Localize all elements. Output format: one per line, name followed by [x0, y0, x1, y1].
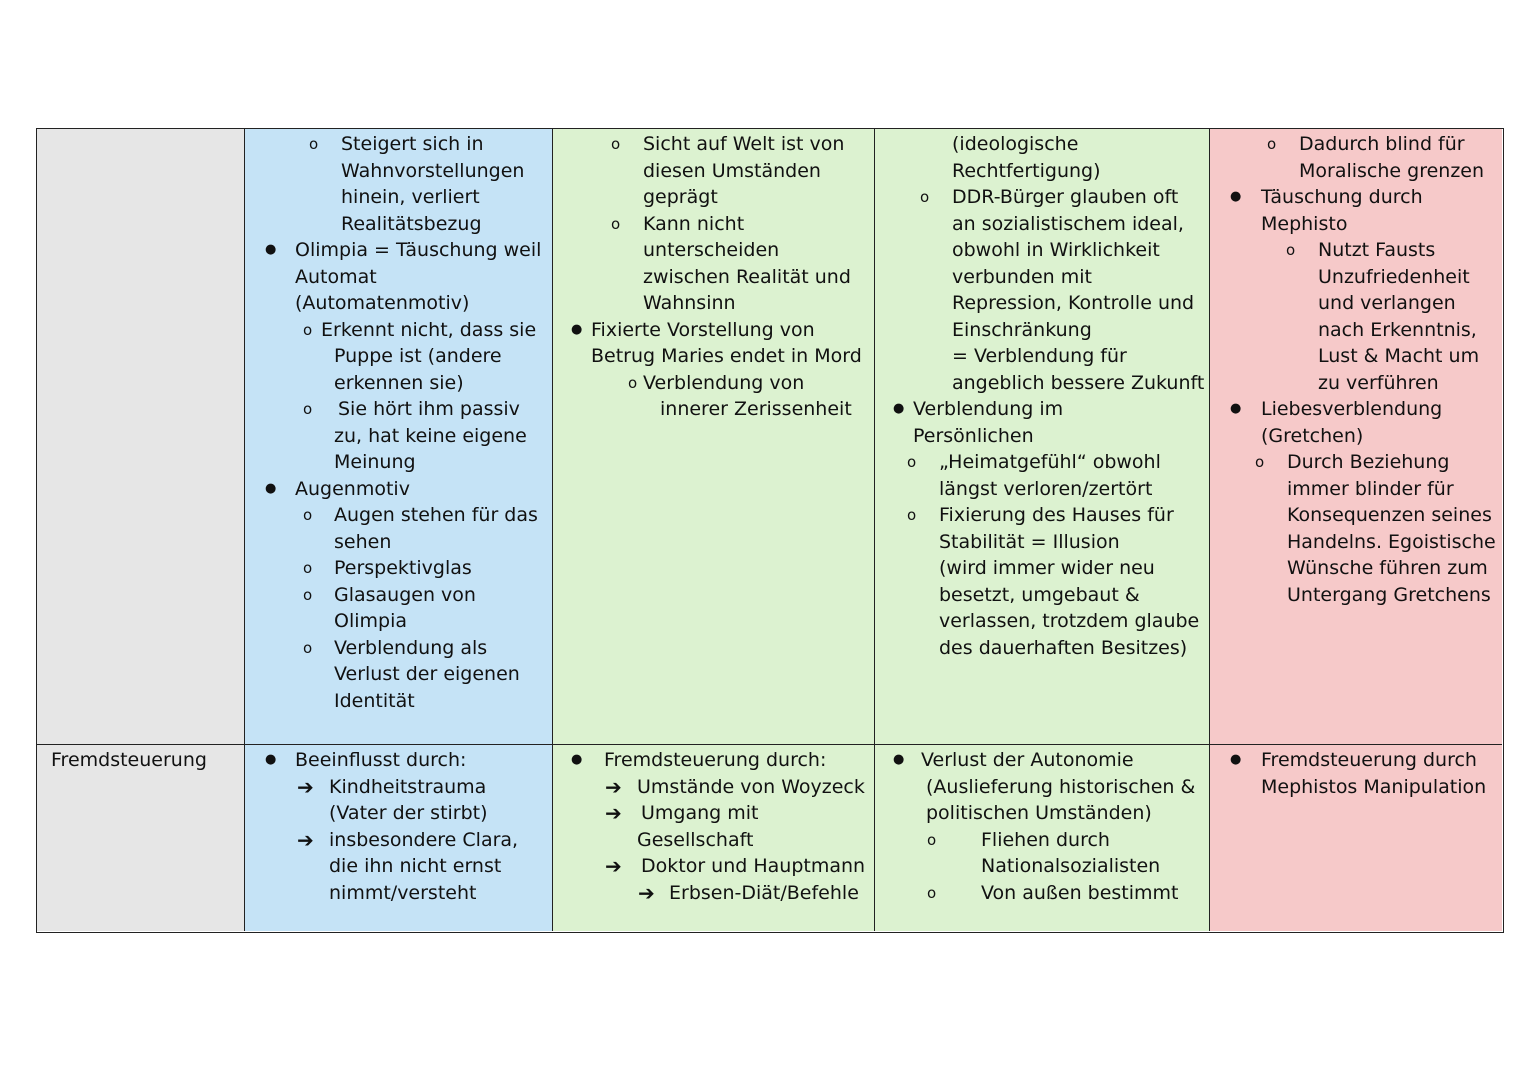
- list-line: [553, 264, 874, 291]
- list-text: an sozialistischem ideal,: [952, 212, 1184, 235]
- list-text: Persönlichen: [913, 424, 1034, 447]
- list-text: besetzt, umgebaut &: [939, 583, 1140, 606]
- arrow-right-icon: ➔: [297, 774, 314, 799]
- list-text: Doktor und Hauptmann: [641, 855, 866, 877]
- list-line: [875, 290, 1209, 317]
- bullet-icon: ●: [1230, 752, 1242, 767]
- list-line: [1210, 184, 1502, 211]
- list-line: [1210, 158, 1502, 185]
- row1-label-cell: [37, 129, 245, 744]
- circle-bullet-icon: o: [309, 135, 319, 153]
- list-text: Lust & Macht um: [1318, 345, 1480, 367]
- list-line: [245, 211, 552, 238]
- list-line: [245, 184, 552, 211]
- list-text: Steigert sich in: [341, 133, 484, 155]
- list-line: [553, 343, 874, 370]
- list-line: [875, 853, 1209, 880]
- bullet-icon: ●: [265, 480, 277, 496]
- list-line: [875, 370, 1209, 397]
- list-line: [1210, 237, 1502, 264]
- list-line: [875, 747, 1209, 774]
- list-text: verlassen, trotzdem glaube: [939, 610, 1200, 632]
- list-line: [875, 582, 1209, 609]
- list-text: Mephisto: [1261, 212, 1348, 235]
- row2-col-pink: [1210, 744, 1502, 931]
- arrow-right-icon: ➔: [638, 880, 655, 905]
- list-line: [875, 449, 1209, 476]
- list-line: [875, 502, 1209, 529]
- circle-bullet-icon: o: [907, 453, 917, 471]
- list-text: und verlangen: [1318, 292, 1456, 314]
- list-text: Sicht auf Welt ist von: [643, 133, 845, 155]
- list-line: [245, 290, 552, 317]
- list-line: [553, 880, 874, 907]
- row1-col-green-2: [875, 129, 1210, 744]
- list-text: verbunden mit: [952, 265, 1092, 288]
- list-line: [875, 555, 1209, 582]
- list-text: Täuschung durch: [1261, 186, 1423, 208]
- row2-label-cell: [37, 744, 245, 931]
- list-text: Verblendung von: [643, 371, 805, 394]
- list-text: Einschränkung: [952, 318, 1092, 341]
- bullet-icon: ●: [1230, 189, 1242, 204]
- circle-bullet-icon: o: [303, 400, 313, 418]
- list-text: (wird immer wider neu: [939, 557, 1155, 579]
- list-text: Wünsche führen zum: [1287, 557, 1488, 579]
- circle-bullet-icon: o: [927, 883, 937, 902]
- list-text: längst verloren/zertört: [939, 477, 1153, 500]
- list-line: [245, 880, 552, 907]
- list-line: [875, 237, 1209, 264]
- bullet-icon: ●: [571, 752, 583, 767]
- list-line: [1210, 317, 1502, 344]
- list-text: Fremdsteuerung durch: [1261, 749, 1477, 771]
- list-text: Automat: [295, 265, 377, 288]
- bullet-icon: ●: [571, 321, 583, 337]
- list-line: [875, 800, 1209, 827]
- list-text: Identität: [334, 689, 415, 712]
- list-line: [875, 827, 1209, 854]
- list-text: Liebesverblendung: [1261, 398, 1443, 420]
- list-text: geprägt: [643, 186, 718, 208]
- list-text: zu, hat keine eigene: [334, 424, 527, 447]
- list-text: Fixierung des Hauses für: [939, 504, 1174, 526]
- list-text: Betrug Maries endet in Mord: [591, 345, 862, 367]
- list-line: [875, 529, 1209, 556]
- circle-bullet-icon: o: [303, 506, 313, 524]
- list-line: [875, 396, 1209, 423]
- list-line: [245, 449, 552, 476]
- list-line: [553, 317, 874, 344]
- list-text: Kann nicht: [643, 212, 745, 235]
- circle-bullet-icon: o: [303, 638, 313, 657]
- list-line: [875, 880, 1209, 907]
- list-text: Unzufriedenheit: [1318, 265, 1470, 288]
- list-line: [245, 423, 552, 450]
- list-text: Verblendung im: [913, 398, 1064, 420]
- list-text: diesen Umständen: [643, 159, 821, 182]
- list-text: Wahnsinn: [643, 292, 736, 314]
- list-text: Handelns. Egoistische: [1287, 530, 1496, 553]
- list-line: [245, 853, 552, 880]
- list-line: [553, 158, 874, 185]
- list-text: Augen stehen für das: [334, 504, 538, 526]
- list-text: zu verführen: [1318, 371, 1439, 394]
- list-line: [245, 529, 552, 556]
- list-line: [1210, 449, 1502, 476]
- list-line: [1210, 529, 1502, 556]
- list-text: Konsequenzen seines: [1287, 504, 1492, 526]
- list-text: sehen: [334, 530, 392, 553]
- list-text: Umgang mit: [641, 802, 759, 824]
- list-text: Realitätsbezug: [341, 212, 482, 235]
- arrow-right-icon: ➔: [605, 854, 622, 878]
- list-text: Verlust der Autonomie: [921, 749, 1134, 771]
- row2-col-blue: [245, 744, 553, 931]
- list-line: [1210, 264, 1502, 291]
- list-line: [553, 747, 874, 774]
- list-text: Verblendung als: [334, 636, 488, 659]
- circle-bullet-icon: o: [920, 188, 930, 206]
- list-line: [875, 184, 1209, 211]
- list-line: [553, 800, 874, 827]
- arrow-right-icon: ➔: [297, 827, 314, 852]
- list-text: Dadurch blind für: [1299, 133, 1465, 155]
- arrow-right-icon: ➔: [605, 801, 622, 825]
- list-line: [245, 370, 552, 397]
- row1-col-green-1: [553, 129, 875, 744]
- list-text: Untergang Gretchens: [1287, 583, 1491, 606]
- list-line: [553, 237, 874, 264]
- list-line: [1210, 423, 1502, 450]
- list-text: zwischen Realität und: [643, 265, 851, 288]
- list-text: Stabilität = Illusion: [939, 530, 1120, 553]
- list-text: Durch Beziehung: [1287, 451, 1450, 473]
- list-line: [245, 502, 552, 529]
- list-text: Verlust der eigenen: [334, 663, 520, 685]
- list-text: Olimpia = Täuschung weil: [295, 239, 542, 261]
- list-text: „Heimatgefühl“ obwohl: [939, 451, 1161, 473]
- list-text: Erbsen-Diät/Befehle: [669, 881, 859, 904]
- row1-col-blue: [245, 129, 553, 744]
- circle-bullet-icon: o: [1286, 241, 1296, 259]
- list-line: [553, 853, 874, 880]
- list-line: [553, 211, 874, 238]
- list-line: [245, 158, 552, 185]
- list-line: [1210, 343, 1502, 370]
- circle-bullet-icon: o: [303, 585, 313, 604]
- list-text: obwohl in Wirklichkeit: [952, 239, 1160, 261]
- circle-bullet-icon: o: [1267, 135, 1277, 153]
- list-text: Wahnvorstellungen: [341, 159, 525, 182]
- list-text: (ideologische: [952, 133, 1079, 155]
- list-text: Perspektivglas: [334, 557, 472, 579]
- bullet-icon: ●: [893, 752, 905, 767]
- list-line: [245, 635, 552, 662]
- circle-bullet-icon: o: [628, 373, 638, 392]
- list-line: [875, 423, 1209, 450]
- list-line: [245, 555, 552, 582]
- list-line: [875, 264, 1209, 291]
- list-line: [1210, 476, 1502, 503]
- list-text: Beeinflusst durch:: [295, 749, 467, 771]
- list-line: [875, 158, 1209, 185]
- circle-bullet-icon: o: [1255, 453, 1265, 471]
- list-text: erkennen sie): [334, 371, 464, 394]
- list-line: [1210, 774, 1502, 801]
- list-line: [245, 827, 552, 854]
- list-line: [245, 476, 552, 503]
- list-text: Umstände von Woyzeck: [637, 775, 865, 798]
- list-text: Gesellschaft: [637, 828, 754, 851]
- list-text: (Auslieferung historischen &: [926, 775, 1196, 798]
- list-line: [553, 827, 874, 854]
- list-line: [245, 747, 552, 774]
- list-line: [245, 131, 552, 158]
- list-line: [1210, 747, 1502, 774]
- list-text: Glasaugen von: [334, 583, 476, 606]
- list-line: [875, 317, 1209, 344]
- list-text: Meinung: [334, 451, 416, 473]
- circle-bullet-icon: o: [927, 830, 937, 849]
- arrow-right-icon: ➔: [605, 774, 622, 799]
- row2-label: Fremdsteuerung: [51, 749, 207, 771]
- list-line: [1210, 396, 1502, 423]
- list-text: Von außen bestimmt: [981, 881, 1179, 904]
- list-line: [875, 476, 1209, 503]
- list-text: Augenmotiv: [295, 477, 410, 500]
- list-line: [553, 131, 874, 158]
- list-text: des dauerhaften Besitzes): [939, 636, 1188, 659]
- list-text: Fixierte Vorstellung von: [591, 318, 815, 341]
- row1-col-pink: [1210, 129, 1502, 744]
- list-line: [553, 774, 874, 801]
- list-text: unterscheiden: [643, 239, 780, 261]
- list-line: [553, 370, 874, 397]
- list-text: Nationalsozialisten: [981, 855, 1161, 877]
- list-line: [245, 688, 552, 715]
- list-line: [553, 290, 874, 317]
- list-text: insbesondere Clara,: [329, 828, 519, 851]
- list-text: angeblich bessere Zukunft: [952, 371, 1205, 394]
- list-text: Puppe ist (andere: [334, 345, 502, 367]
- list-line: [1210, 555, 1502, 582]
- list-text: Kindheitstrauma: [329, 775, 487, 798]
- list-line: [1210, 582, 1502, 609]
- circle-bullet-icon: o: [907, 506, 917, 524]
- list-line: [245, 774, 552, 801]
- list-text: nach Erkenntnis,: [1318, 318, 1477, 341]
- list-line: [875, 131, 1209, 158]
- list-line: [1210, 131, 1502, 158]
- list-text: Fliehen durch: [981, 828, 1110, 851]
- list-text: Fremdsteuerung durch:: [604, 749, 827, 771]
- comparison-table: [36, 128, 1504, 933]
- circle-bullet-icon: o: [303, 320, 313, 339]
- list-line: [245, 608, 552, 635]
- list-line: [875, 608, 1209, 635]
- list-text: hinein, verliert: [341, 186, 480, 208]
- list-text: Sie hört ihm passiv: [338, 398, 520, 420]
- list-line: [1210, 290, 1502, 317]
- circle-bullet-icon: o: [303, 559, 313, 577]
- list-line: [553, 184, 874, 211]
- list-line: [875, 774, 1209, 801]
- list-text: Mephistos Manipulation: [1261, 775, 1487, 798]
- list-line: [245, 343, 552, 370]
- circle-bullet-icon: o: [611, 214, 621, 233]
- list-text: Moralische grenzen: [1299, 159, 1485, 182]
- bullet-icon: ●: [265, 752, 277, 767]
- list-line: [875, 635, 1209, 662]
- list-line: [245, 661, 552, 688]
- list-text: Erkennt nicht, dass sie: [321, 318, 537, 341]
- list-line: [875, 343, 1209, 370]
- list-text: = Verblendung für: [952, 345, 1127, 367]
- bullet-icon: ●: [265, 242, 277, 257]
- bullet-icon: ●: [1230, 401, 1242, 416]
- list-text: (Gretchen): [1261, 424, 1364, 447]
- list-line: [245, 237, 552, 264]
- list-text: DDR-Bürger glauben oft: [952, 186, 1179, 208]
- row2-col-green-2: [875, 744, 1210, 931]
- list-text: Repression, Kontrolle und: [952, 292, 1195, 314]
- list-text: die ihn nicht ernst: [329, 855, 502, 877]
- list-text: politischen Umständen): [926, 802, 1152, 824]
- list-text: Olimpia: [334, 610, 408, 632]
- list-line: [245, 264, 552, 291]
- list-text: nimmt/versteht: [329, 881, 477, 904]
- list-line: [1210, 370, 1502, 397]
- list-line: [1210, 211, 1502, 238]
- list-text: Nutzt Fausts: [1318, 239, 1436, 261]
- row2-col-green-1: [553, 744, 875, 931]
- list-line: [245, 582, 552, 609]
- circle-bullet-icon: o: [611, 135, 621, 153]
- list-line: [553, 396, 874, 423]
- list-line: [245, 800, 552, 827]
- list-text: innerer Zerissenheit: [660, 398, 852, 420]
- list-line: [1210, 502, 1502, 529]
- list-text: immer blinder für: [1287, 477, 1454, 500]
- list-text: (Vater der stirbt): [329, 802, 488, 824]
- bullet-icon: ●: [893, 401, 905, 416]
- list-line: [245, 396, 552, 423]
- list-line: [245, 317, 552, 344]
- list-text: Rechtfertigung): [952, 159, 1101, 182]
- list-line: [875, 211, 1209, 238]
- list-text: (Automatenmotiv): [295, 292, 470, 314]
